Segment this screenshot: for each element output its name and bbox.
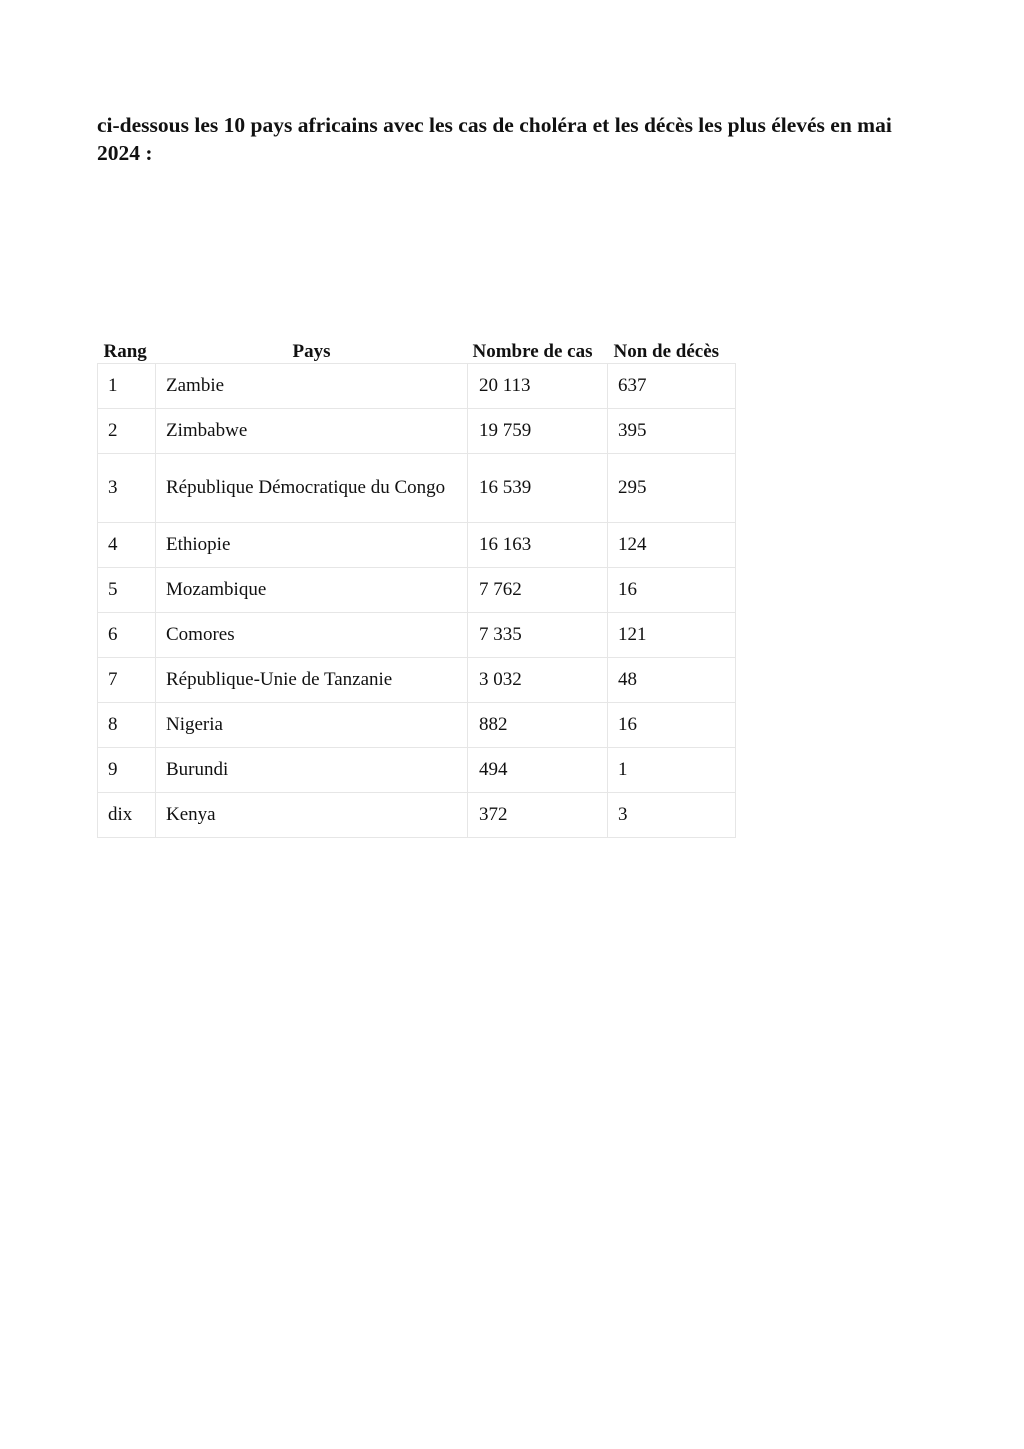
cell-rank: dix (98, 793, 156, 838)
cell-cases: 7 335 (468, 613, 608, 658)
cell-cases: 20 113 (468, 364, 608, 409)
table-row (98, 364, 736, 409)
cell-country: Nigeria (156, 703, 468, 748)
cell-cases: 494 (468, 748, 608, 793)
cell-cases: 7 762 (468, 568, 608, 613)
cell-rank: 7 (98, 658, 156, 703)
table-row (98, 523, 736, 568)
cell-cases: 3 032 (468, 658, 608, 703)
table-row (98, 409, 736, 454)
cell-rank: 4 (98, 523, 156, 568)
table-row (98, 658, 736, 703)
cell-country: Kenya (156, 793, 468, 838)
cell-cases: 16 163 (468, 523, 608, 568)
header-deaths: Non de décès (613, 341, 720, 362)
cell-country: Zambie (156, 364, 468, 409)
page-title: ci-dessous les 10 pays africains avec les cas de choléra et les décès les plus élevés en mai 2024 : (97, 113, 892, 165)
cell-country: Comores (156, 613, 468, 658)
cell-country: République Démocratique du Congo (156, 454, 468, 523)
table-header-row (98, 336, 736, 364)
cell-cases: 16 539 (468, 454, 608, 523)
table-row (98, 748, 736, 793)
cell-rank: 5 (98, 568, 156, 613)
cell-deaths: 1 (608, 748, 736, 793)
cell-deaths: 395 (608, 409, 736, 454)
cell-deaths: 121 (608, 613, 736, 658)
cell-country: Zimbabwe (156, 409, 468, 454)
cell-rank: 3 (98, 454, 156, 523)
cell-deaths: 48 (608, 658, 736, 703)
cell-cases: 372 (468, 793, 608, 838)
cell-deaths: 637 (608, 364, 736, 409)
cell-cases: 19 759 (468, 409, 608, 454)
cell-country: Burundi (156, 748, 468, 793)
cell-rank: 2 (98, 409, 156, 454)
header-rank: Rang (103, 341, 147, 362)
cell-deaths: 124 (608, 523, 736, 568)
cell-deaths: 16 (608, 568, 736, 613)
cell-rank: 9 (98, 748, 156, 793)
cell-country: Mozambique (156, 568, 468, 613)
cell-rank: 6 (98, 613, 156, 658)
table-row (98, 703, 736, 748)
header-cases: Nombre de cas (472, 341, 593, 362)
cell-deaths: 3 (608, 793, 736, 838)
cell-deaths: 295 (608, 454, 736, 523)
cholera-table (97, 336, 736, 838)
table-row (98, 568, 736, 613)
cell-rank: 8 (98, 703, 156, 748)
cell-rank: 1 (98, 364, 156, 409)
cell-country: Ethiopie (156, 523, 468, 568)
cell-deaths: 16 (608, 703, 736, 748)
table-row (98, 793, 736, 838)
cell-cases: 882 (468, 703, 608, 748)
cell-country: République-Unie de Tanzanie (156, 658, 468, 703)
table-row (98, 454, 736, 523)
table-row (98, 613, 736, 658)
header-country: Pays (292, 341, 331, 362)
